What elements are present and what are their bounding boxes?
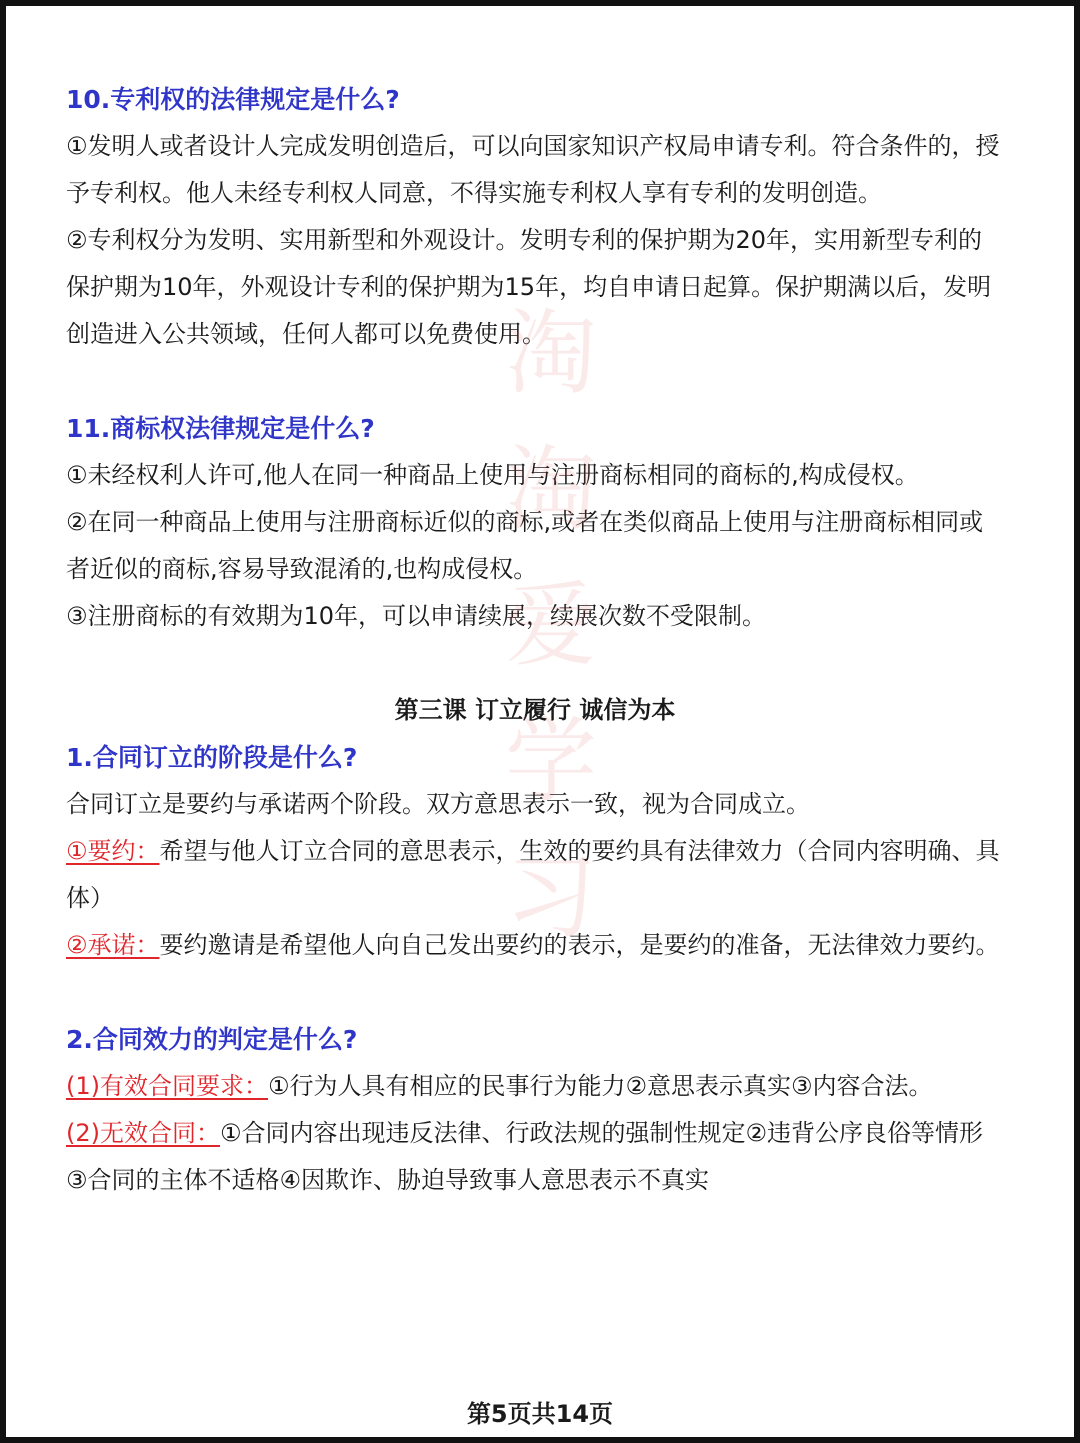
valid-contract-paragraph (66, 1063, 1004, 1110)
spacer (66, 969, 1004, 1016)
patent-paragraph-2: ②专利权分为发明、实用新型和外观设计。发明专利的保护期为20年，实用新型专利的保护期为10年，外观设计专利的保护期为15年，均自申请日起算。保护期满以后，发明创造进入公共领域，任何人都可以免费使用。 (66, 226, 992, 348)
page-number: 第5页共14页 (466, 1400, 614, 1428)
invalid-contract-continued: ③合同的主体不适格④因欺诈、胁迫导致事人意思表示不真实 (66, 1166, 710, 1194)
offer-paragraph (66, 828, 1004, 922)
watermark-char: 习 (504, 844, 597, 951)
trademark-paragraph-1: ①未经权利人许可,他人在同一种商品上使用与注册商标相同的商标的,构成侵权。 (66, 461, 919, 489)
acceptance-paragraph (66, 922, 1004, 969)
lesson-title: 第三课 订立履行 诚信为本 (394, 696, 676, 724)
invalid-contract-paragraph (66, 1110, 1004, 1157)
watermark-char: 爱 (504, 572, 597, 679)
section-heading-patent: 10.专利权的法律规定是什么? (66, 85, 400, 114)
watermark-char: 淘 (504, 436, 597, 543)
spacer (66, 640, 1004, 687)
valid-contract-text: ①行为人具有相应的民事行为能力②意思表示真实③内容合法。 (268, 1072, 933, 1100)
section-heading-trademark: 11.商标权法律规定是什么? (66, 414, 375, 443)
offer-label: ①要约： (66, 837, 160, 865)
section-heading-contract-stages: 1.合同订立的阶段是什么? (66, 743, 358, 772)
trademark-paragraph-2: ②在同一种商品上使用与注册商标近似的商标,或者在类似商品上使用与注册商标相同或者近似的商标,容易导致混淆的,也构成侵权。 (66, 508, 984, 583)
invalid-contract-label: (2)无效合同： (66, 1119, 220, 1147)
patent-paragraph-1: ①发明人或者设计人完成发明创造后，可以向国家知识产权局申请专利。符合条件的，授予专利权。他人未经专利权人同意，不得实施专利权人享有专利的发明创造。 (66, 132, 1000, 207)
section-heading-contract-validity: 2.合同效力的判定是什么? (66, 1025, 358, 1054)
watermark-char: 淘 (504, 300, 597, 407)
offer-text: 希望与他人订立合同的意思表示，生效的要约具有法律效力（合同内容明确、具体） (66, 837, 1000, 912)
invalid-contract-text: ①合同内容出现违反法律、行政法规的强制性规定②违背公序良俗等情形 (220, 1119, 984, 1147)
acceptance-text: 要约邀请是希望他人向自己发出要约的表示，是要约的准备，无法律效力要约。 (159, 931, 1000, 959)
trademark-paragraph-3: ③注册商标的有效期为10年，可以申请续展，续展次数不受限制。 (66, 602, 767, 630)
acceptance-label: ②承诺： (66, 931, 160, 959)
contract-stages-intro: 合同订立是要约与承诺两个阶段。双方意思表示一致，视为合同成立。 (66, 790, 810, 818)
valid-contract-label: (1)有效合同要求： (66, 1072, 268, 1100)
watermark-char: 学 (504, 708, 597, 815)
spacer (66, 358, 1004, 405)
